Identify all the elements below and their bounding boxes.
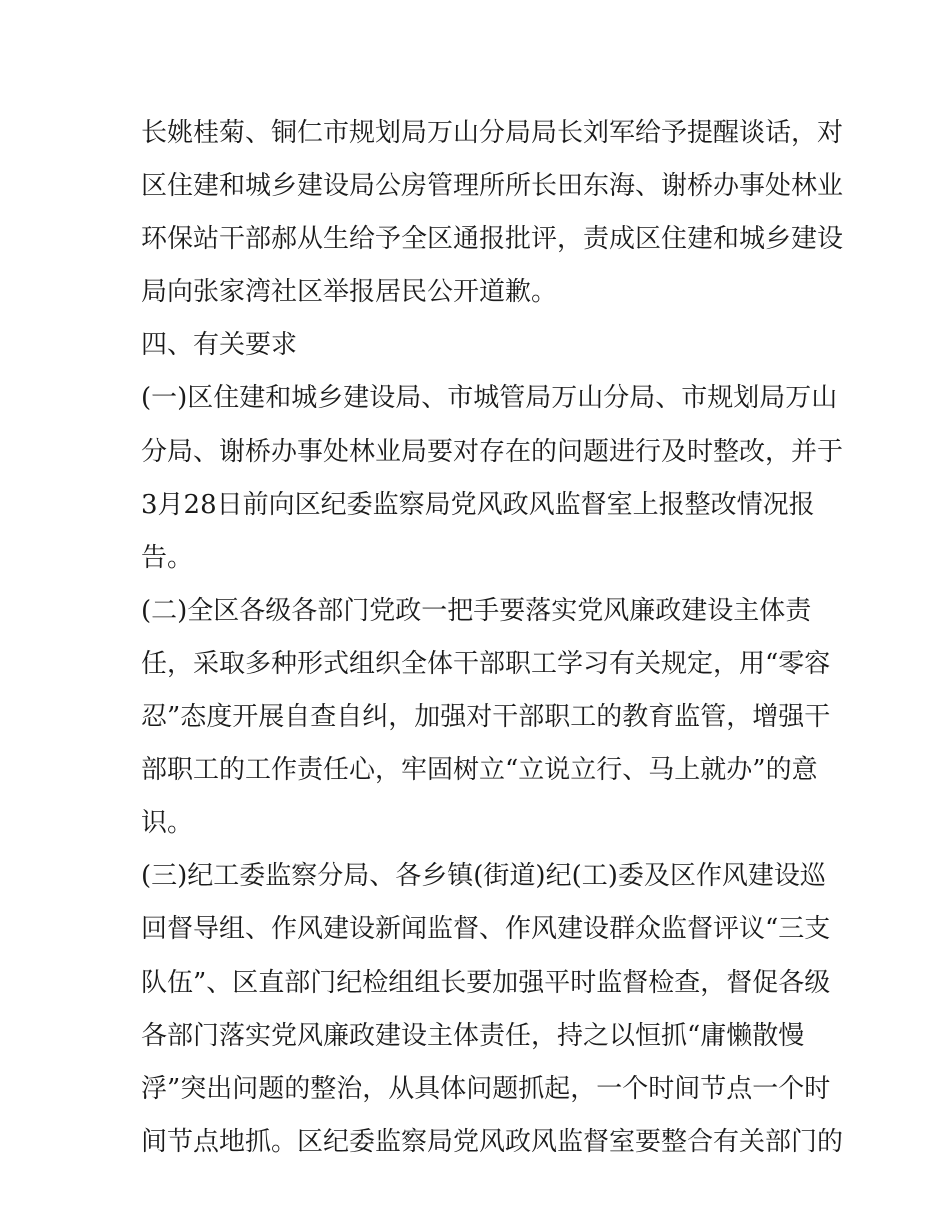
text-line: 浮”突出问题的整治，从具体问题抓起，一个时间节点一个时	[141, 1073, 831, 1104]
text-line: 告。	[141, 542, 194, 573]
text-line: 忍”态度开展自查自纠，加强对干部职工的教育监管，增强干	[141, 702, 831, 733]
text-line: 分局、谢桥办事处林业局要对存在的问题进行及时整改，并于	[141, 436, 844, 467]
text-line: 回督导组、作风建设新闻监督、作风建设群众监督评议“三支	[141, 914, 831, 945]
text-line: (二)全区各级各部门党政一把手要落实党风廉政建设主体责	[141, 595, 812, 626]
text-line: (一)区住建和城乡建设局、市城管局万山分局、市规划局万山	[141, 383, 838, 414]
text-line: 各部门落实党风廉政建设主体责任，持之以恒抓“庸懒散慢	[141, 1020, 805, 1051]
text-line: 部职工的工作责任心，牢固树立“立说立行、马上就办”的意	[141, 755, 818, 786]
text-line: 局向张家湾社区举报居民公开道歉。	[141, 277, 558, 308]
text-line: 识。	[141, 808, 194, 839]
text-line: (三)纪工委监察分局、各乡镇(街道)纪(工)委及区作风建设巡	[141, 861, 826, 892]
text-line: 队伍”、区直部门纪检组组长要加强平时监督检查，督促各级	[141, 967, 831, 998]
text-line: 3月28日前向区纪委监察局党风政风监督室上报整改情况报	[141, 489, 815, 520]
body-text	[141, 108, 844, 1170]
text-line: 任，采取多种形式组织全体干部职工学习有关规定，用“零容	[141, 648, 831, 679]
section-heading: 四、有关要求	[141, 330, 298, 361]
text-line: 环保站干部郝从生给予全区通报批评，责成区住建和城乡建设	[141, 224, 844, 255]
text-line: 区住建和城乡建设局公房管理所所长田东海、谢桥办事处林业	[141, 171, 844, 202]
text-line: 长姚桂菊、铜仁市规划局万山分局局长刘军给予提醒谈话，对	[141, 118, 844, 148]
text-line: 间节点地抓。区纪委监察局党风政风监督室要整合有关部门的	[141, 1126, 844, 1157]
